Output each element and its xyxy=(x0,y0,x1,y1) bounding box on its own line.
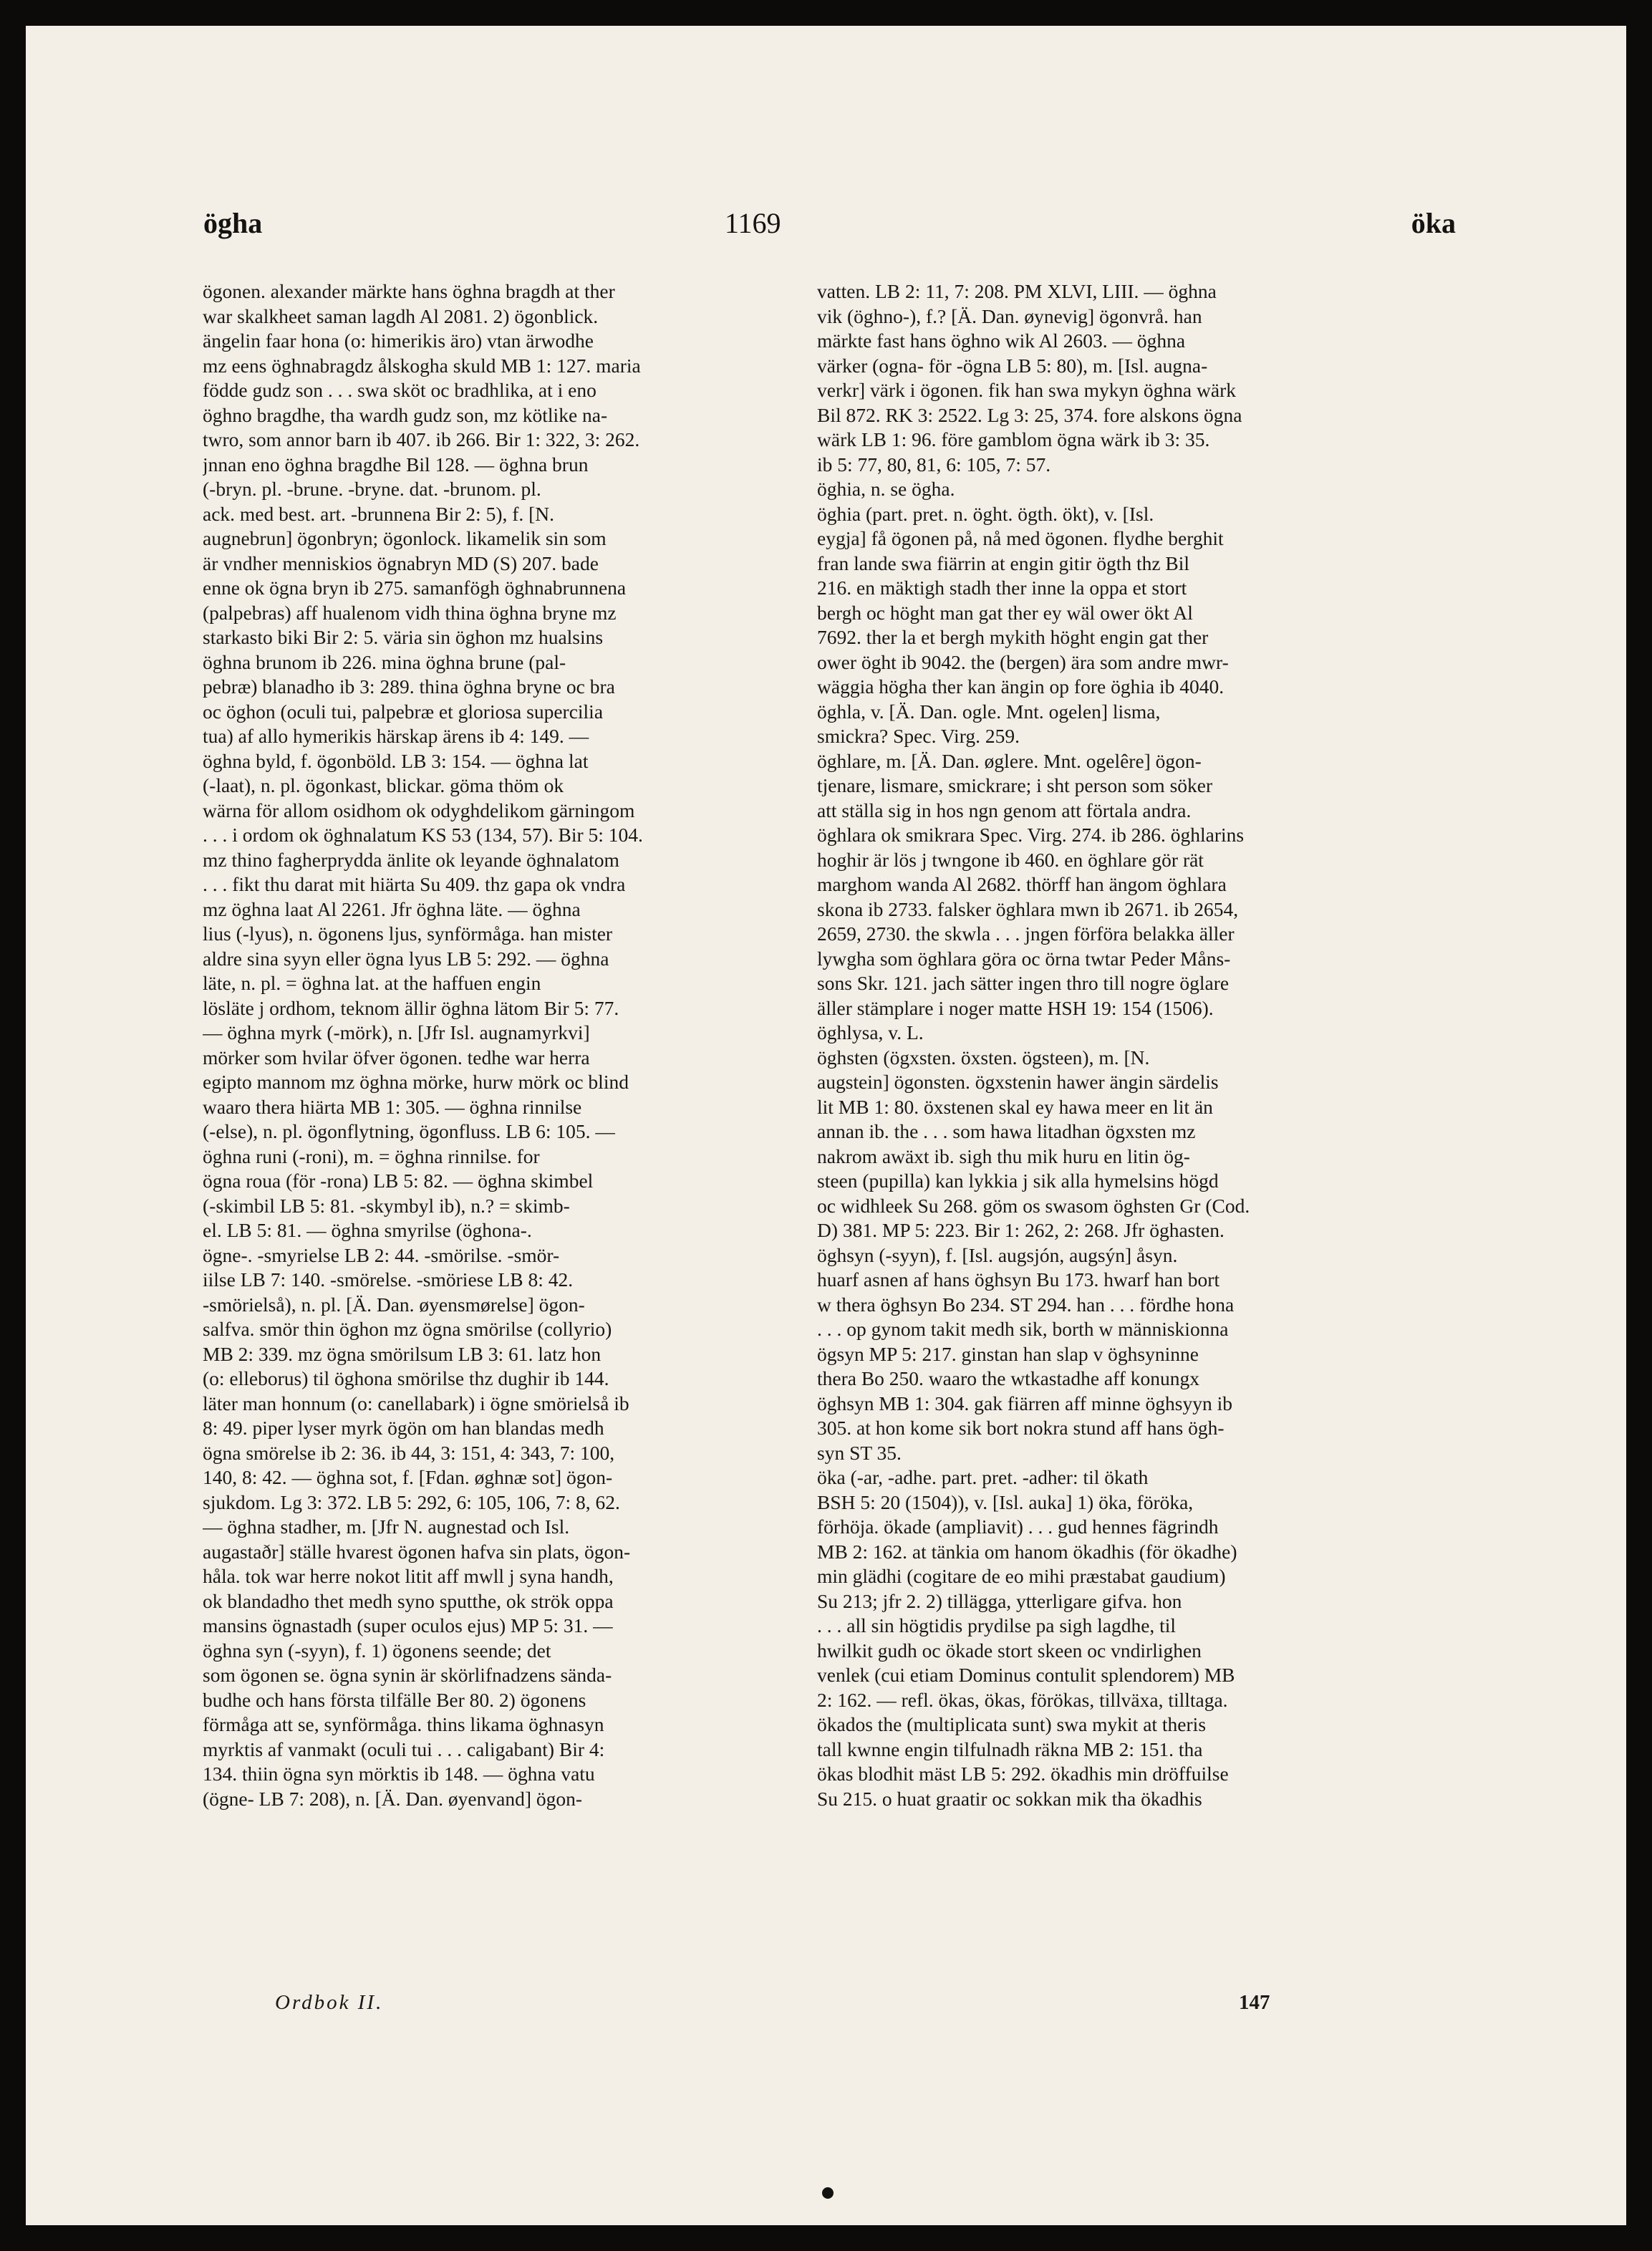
text-line: war skalkheet saman lagdh Al 2081. 2) ögonblick. xyxy=(203,304,599,327)
text-line: aldre sina syyn eller ögna lyus LB 5: 292. — öghna xyxy=(203,947,609,970)
text-line: (palpebras) aff hualenom vidh thina öghna bryne mz xyxy=(203,601,617,624)
text-line: MB 2: 339. mz ögna smörilsum LB 3: 61. latz hon xyxy=(203,1342,602,1365)
text-line: starkasto biki Bir 2: 5. väria sin öghon mz hualsins xyxy=(203,626,604,648)
text-line: lit MB 1: 80. öxstenen skal ey hawa meer en lit än xyxy=(817,1095,1213,1118)
text-line: annan ib. the . . . som hawa litadhan ögxsten mz xyxy=(817,1120,1196,1142)
text-line: öghsyn MB 1: 304. gak fiärren aff minne öghsyyn ib xyxy=(817,1392,1232,1414)
text-line: eygja] få ögonen på, nå med ögonen. flydhe berghit xyxy=(817,527,1224,549)
text-line: ack. med best. art. -brunnena Bir 2: 5), f. [N. xyxy=(203,502,555,525)
text-line: öghlysa, v. L. xyxy=(817,1021,924,1043)
text-line: verkr] värk i ögonen. fik han swa mykyn öghna wärk xyxy=(817,379,1236,401)
text-line: bergh oc höght man gat ther ey wäl ower ökt Al xyxy=(817,601,1193,624)
text-line: 305. at hon kome sik bort nokra stund aff hans ögh- xyxy=(817,1417,1224,1439)
text-line: öghsyn (-syyn), f. [Isl. augsjón, augsýn] åsyn. xyxy=(817,1243,1178,1266)
text-line: 2: 162. — refl. ökas, ökas, förökas, tillväxa, tilltaga. xyxy=(817,1688,1228,1711)
left-column xyxy=(203,279,776,1811)
text-line: 216. en mäktigh stadh ther inne la oppa et stort xyxy=(817,577,1187,599)
text-line: öghlara ok smikrara Spec. Virg. 274. ib 286. öghlarins xyxy=(817,824,1245,846)
text-line: tall kwnne engin tilfulnadh räkna MB 2: 151. tha xyxy=(817,1737,1203,1760)
text-line: egipto mannom mz öghna mörke, hurw mörk oc blind xyxy=(203,1071,629,1093)
text-line: (-else), n. pl. ögonflytning, ögonfluss. LB 6: 105. — xyxy=(203,1120,615,1142)
text-line: . . . i ordom ok öghnalatum KS 53 (134, 57). Bir 5: 104. xyxy=(203,824,643,846)
text-line: ögsyn MP 5: 217. ginstan han slap v öghsyninne xyxy=(817,1342,1199,1365)
text-line: öghsten (ögxsten. öxsten. ögsteen), m. [N. xyxy=(817,1046,1150,1069)
text-line: öghna byld, f. ögonböld. LB 3: 154. — öghna lat xyxy=(203,749,589,772)
text-line: Su 213; jfr 2. 2) tillägga, ytterligare gifva. hon xyxy=(817,1589,1182,1612)
text-line: (ögne- LB 7: 208), n. [Ä. Dan. øyenvand] ögon- xyxy=(203,1787,583,1810)
text-line: ängelin faar hona (o: himerikis äro) vtan ärwodhe xyxy=(203,329,594,352)
text-line: myrktis af vanmakt (oculi tui . . . caligabant) Bir 4: xyxy=(203,1737,605,1760)
text-line: vatten. LB 2: 11, 7: 208. PM XLVI, LIII. — öghna xyxy=(817,280,1217,302)
text-line: Bil 872. RK 3: 2522. Lg 3: 25, 374. fore alskons ögna xyxy=(817,403,1242,426)
text-line: är vndher menniskios ögnabryn MD (S) 207. bade xyxy=(203,551,599,574)
text-line: äller stämplare i noger matte HSH 19: 154 (1506). xyxy=(817,996,1214,1019)
text-line: enne ok ögna bryn ib 275. samanfögh öghnabrunnena xyxy=(203,577,627,599)
header-left-word: ögha xyxy=(203,207,263,239)
text-line: smickra? Spec. Virg. 259. xyxy=(817,725,1020,747)
text-line: hoghir är lös j twngone ib 460. en öghlare gör rät xyxy=(817,848,1204,871)
text-line: w thera öghsyn Bo 234. ST 294. han . . . fördhe hona xyxy=(817,1293,1235,1316)
text-line: (o: elleborus) til öghona smörilse thz dughir ib 144. xyxy=(203,1367,609,1389)
text-line: wärk LB 1: 96. före gamblom ögna wärk ib 3: 35. xyxy=(817,428,1210,450)
text-line: öghna brunom ib 226. mina öghna brune (pal- xyxy=(203,650,566,673)
text-line: Su 215. o huat graatir oc sokkan mik tha ökadhis xyxy=(817,1787,1202,1810)
text-line: sjukdom. Lg 3: 372. LB 5: 292, 6: 105, 106, 7: 8, 62. xyxy=(203,1490,620,1513)
text-line: oc öghon (oculi tui, palpebræ et gloriosa supercilia xyxy=(203,700,604,723)
text-line: förmåga att se, synförmåga. thins likama öghnasyn xyxy=(203,1713,604,1735)
text-line: öghno bragdhe, tha wardh gudz son, mz kötlike na- xyxy=(203,403,608,426)
text-line: (-bryn. pl. -brune. -bryne. dat. -brunom. pl. xyxy=(203,478,541,500)
text-line: 7692. ther la et bergh mykith höght engin gat ther xyxy=(817,626,1209,648)
text-line: öka (-ar, -adhe. part. pret. -adher: til ökath xyxy=(817,1466,1149,1488)
text-line: mz eens öghnabragdz ålskogha skuld MB 1: 127. maria xyxy=(203,354,641,377)
text-line: mansins ögnastadh (super oculos ejus) MP 5: 31. — xyxy=(203,1614,613,1637)
text-line: öghia, n. se ögha. xyxy=(817,478,955,500)
text-line: ok blandadho thet medh syno sputthe, ok strök oppa xyxy=(203,1589,614,1612)
text-line: . . . fikt thu darat mit hiärta Su 409. thz gapa ok vndra xyxy=(203,873,626,895)
text-line: wäggia högha ther kan ängin op fore öghia ib 4040. xyxy=(817,675,1224,698)
text-line: (-laat), n. pl. ögonkast, blickar. göma thöm ok xyxy=(203,774,564,796)
text-line: waaro thera hiärta MB 1: 305. — öghna rinnilse xyxy=(203,1095,582,1118)
text-line: lösläte j ordhom, teknom ällir öghna lätom Bir 5: 77. xyxy=(203,996,619,1019)
right-column xyxy=(817,279,1390,1811)
text-line: nakrom awäxt ib. sigh thu mik huru en litin ög- xyxy=(817,1144,1190,1167)
text-line: ib 5: 77, 80, 81, 6: 105, 7: 57. xyxy=(817,453,1051,476)
text-line: -smörielså), n. pl. [Ä. Dan. øyensmørelse] ögon- xyxy=(203,1293,585,1316)
text-line: ökas blodhit mäst LB 5: 292. ökadhis min dröffuilse xyxy=(817,1763,1229,1785)
page-number: 1169 xyxy=(725,207,781,239)
text-line: twro, som annor barn ib 407. ib 266. Bir 1: 322, 3: 262. xyxy=(203,428,640,450)
text-line: förhöja. ökade (ampliavit) . . . gud hennes fägrindh xyxy=(817,1515,1219,1538)
text-line: 140, 8: 42. — öghna sot, f. [Fdan. øghnæ sot] ögon- xyxy=(203,1466,613,1488)
text-line: vik (öghno-), f.? [Ä. Dan. øynevig] ögonvrå. han xyxy=(817,304,1202,327)
text-line: 134. thiin ögna syn mörktis ib 148. — öghna vatu xyxy=(203,1763,595,1785)
text-line: öghia (part. pret. n. öght. ögth. ökt), v. [Isl. xyxy=(817,502,1154,525)
text-line: öghna runi (-roni), m. = öghna rinnilse. for xyxy=(203,1144,540,1167)
text-line: födde gudz son . . . swa sköt oc bradhlika, at i eno xyxy=(203,379,596,401)
text-line: sons Skr. 121. jach sätter ingen thro till nogre öglare xyxy=(817,972,1230,994)
text-line: wärna för allom osidhom ok odyghdelikom gärningom xyxy=(203,799,635,821)
footer-volume: Ordbok II. xyxy=(275,1991,384,2014)
text-line: pebræ) blanadho ib 3: 289. thina öghna bryne oc bra xyxy=(203,675,615,698)
text-line: venlek (cui etiam Dominus contulit splendorem) MB xyxy=(817,1664,1235,1686)
text-line: mörker som hvilar öfver ögonen. tedhe war herra xyxy=(203,1046,590,1069)
text-line: värker (ogna- för -ögna LB 5: 80), m. [Isl. augna- xyxy=(817,354,1208,377)
text-line: (-skimbil LB 5: 81. -skymbyl ib), n.? = skimb- xyxy=(203,1194,570,1217)
text-line: tjenare, lismare, smickrare; i sht person som söker xyxy=(817,774,1213,796)
text-line: budhe och hans första tilfälle Ber 80. 2) ögonens xyxy=(203,1688,586,1711)
text-line: augastaðr] ställe hvarest ögonen hafva sin plats, ögon- xyxy=(203,1540,631,1563)
text-line: oc widhleek Su 268. göm os swasom öghsten Gr (Cod. xyxy=(817,1194,1250,1217)
text-line: ögonen. alexander märkte hans öghna bragdh at ther xyxy=(203,280,615,302)
text-line: BSH 5: 20 (1504)), v. [Isl. auka] 1) öka, föröka, xyxy=(817,1490,1194,1513)
text-line: som ögonen se. ögna synin är skörlifnadzens sända- xyxy=(203,1664,612,1686)
text-line: min glädhi (cogitare de eo mihi præstabat gaudium) xyxy=(817,1565,1226,1587)
text-line: ögna smörelse ib 2: 36. ib 44, 3: 151, 4: 343, 7: 100, xyxy=(203,1441,615,1464)
text-line: salfva. smör thin öghon mz ögna smörilse (collyrio) xyxy=(203,1318,612,1340)
text-line: lius (-lyus), n. ögonens ljus, synförmåga. han mister xyxy=(203,922,613,945)
dictionary-page xyxy=(26,26,1626,2225)
text-line: öghna syn (-syyn), f. 1) ögonens seende; det xyxy=(203,1639,551,1662)
text-line: iilse LB 7: 140. -smörelse. -smöriese LB 8: 42. xyxy=(203,1268,574,1291)
text-line: mz thino fagherprydda änlite ok leyande öghnalatom xyxy=(203,848,619,871)
text-line: huarf asnen af hans öghsyn Bu 173. hwarf han bort xyxy=(817,1268,1220,1291)
text-line: augstein] ögonsten. ögxstenin hawer ängin särdelis xyxy=(817,1071,1219,1093)
text-line: — öghna stadher, m. [Jfr N. augnestad och Isl. xyxy=(203,1515,570,1538)
text-line: ögna roua (för -rona) LB 5: 82. — öghna skimbel xyxy=(203,1170,594,1192)
text-line: ögne-. -smyrielse LB 2: 44. -smörilse. -smör- xyxy=(203,1243,560,1266)
text-line: ower öght ib 9042. the (bergen) ära som andre mwr- xyxy=(817,650,1229,673)
text-line: mz öghna laat Al 2261. Jfr öghna läte. — öghna xyxy=(203,897,581,920)
text-line: el. LB 5: 81. — öghna smyrilse (öghona-. xyxy=(203,1219,532,1241)
punch-hole xyxy=(822,2187,834,2199)
header-right-word: öka xyxy=(1411,207,1456,239)
text-line: öghlare, m. [Ä. Dan. øglere. Mnt. ogelêre] ögon- xyxy=(817,749,1202,772)
text-line: ökados the (multiplicata sunt) swa mykit at theris xyxy=(817,1713,1207,1735)
footer-signature: 147 xyxy=(1239,1991,1270,2014)
text-line: 2659, 2730. the skwla . . . jngen förföra belakka äller xyxy=(817,922,1235,945)
text-line: tua) af allo hymerikis härskap ärens ib 4: 149. — xyxy=(203,725,589,747)
text-line: . . . op gynom takit medh sik, borth w människionna xyxy=(817,1318,1229,1340)
text-line: märkte fast hans öghno wik Al 2603. — öghna xyxy=(817,329,1186,352)
text-line: hwilkit gudh oc ökade stort skeen oc vndirlighen xyxy=(817,1639,1202,1662)
text-line: syn ST 35. xyxy=(817,1441,902,1464)
text-line: skona ib 2733. falsker öghlara mwn ib 2671. ib 2654, xyxy=(817,897,1239,920)
text-line: marghom wanda Al 2682. thörff han ängom öghlara xyxy=(817,873,1227,895)
text-line: thera Bo 250. waaro the wtkastadhe aff konungx xyxy=(817,1367,1200,1389)
text-line: läte, n. pl. = öghna lat. at the haffuen engin xyxy=(203,972,541,994)
text-line: 8: 49. piper lyser myrk ögön om han blandas medh xyxy=(203,1417,604,1439)
text-line: — öghna myrk (-mörk), n. [Jfr Isl. augnamyrkvi] xyxy=(203,1021,590,1043)
text-line: fran lande swa fiärrin at engin gitir ögth thz Bil xyxy=(817,551,1190,574)
text-line: jnnan eno öghna bragdhe Bil 128. — öghna brun xyxy=(203,453,589,476)
text-line: steen (pupilla) kan lykkia j sik alla hymelsins högd xyxy=(817,1170,1219,1192)
text-line: . . . all sin högtidis prydilse pa sigh lagdhe, til xyxy=(817,1614,1177,1637)
text-line: lywgha som öghlara göra oc örna twtar Peder Måns- xyxy=(817,947,1231,970)
text-line: att ställa sig in hos ngn genom att förtala andra. xyxy=(817,799,1192,821)
text-line: augnebrun] ögonbryn; ögonlock. likamelik sin som xyxy=(203,527,607,549)
text-line: öghla, v. [Ä. Dan. ogle. Mnt. ogelen] lisma, xyxy=(817,700,1161,723)
text-line: läter man honnum (o: canellabark) i ögne smörielså ib xyxy=(203,1392,629,1414)
text-line: håla. tok war herre nokot litit aff mwll j syna handh, xyxy=(203,1565,614,1587)
text-line: MB 2: 162. at tänkia om hanom ökadhis (för ökadhe) xyxy=(817,1540,1237,1563)
text-line: D) 381. MP 5: 223. Bir 1: 262, 2: 268. Jfr öghasten. xyxy=(817,1219,1224,1241)
